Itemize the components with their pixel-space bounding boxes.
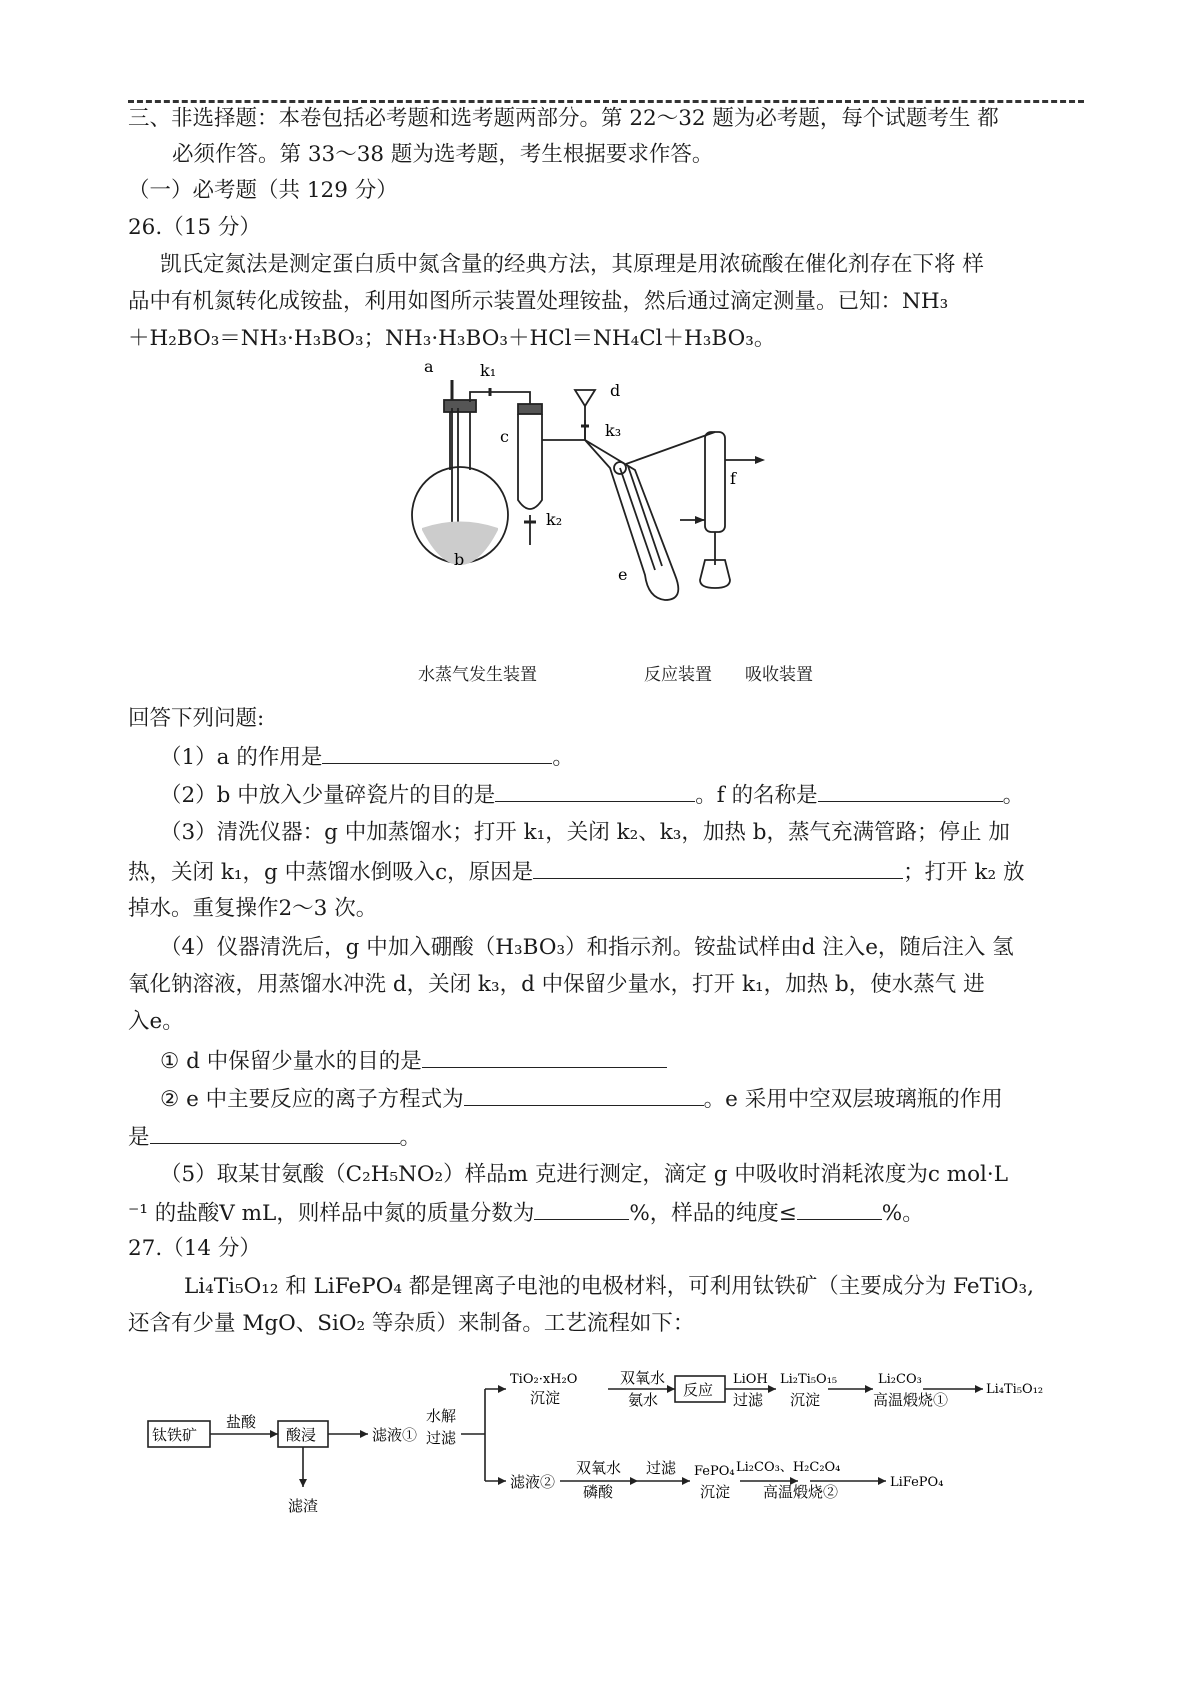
q26-part1 bbox=[160, 741, 574, 773]
flow-li2co3: Li₂CO₃ bbox=[878, 1372, 922, 1387]
q27-intro-line2: 还含有少量 MgO、SiO₂ 等杂质）来制备。工艺流程如下： bbox=[128, 1311, 695, 1336]
caption-steam-generator: 水蒸气发生装置 bbox=[418, 665, 537, 685]
kjeldahl-apparatus-figure bbox=[400, 360, 800, 660]
caption-absorption-device: 吸收装置 bbox=[745, 665, 813, 685]
answer-blank[interactable] bbox=[322, 741, 552, 764]
section-header-line1: 三、非选择题：本卷包括必考题和选考题两部分。第 22～32 题为必考题，每个试题考生 都 bbox=[128, 106, 999, 131]
flow-calcine1: 高温煅烧① bbox=[873, 1391, 949, 1409]
answer-blank[interactable] bbox=[818, 779, 1003, 802]
label-d: d bbox=[610, 381, 621, 400]
q27-number: 27.（14 分） bbox=[128, 1236, 261, 1261]
subsection-title: （一）必考题（共 129 分） bbox=[128, 178, 398, 203]
flow-hydrolysis: 水解 bbox=[426, 1407, 457, 1425]
answer-blank[interactable] bbox=[797, 1197, 882, 1220]
flow-fepo4-precip: 沉淀 bbox=[700, 1483, 731, 1501]
q26-part3-line3: 掉水。重复操作2～3 次。 bbox=[128, 896, 378, 921]
flow-li2ti5o15: Li₂Ti₅O₁₅ bbox=[780, 1372, 838, 1387]
flow-leach-box: 酸浸 bbox=[286, 1426, 317, 1444]
flow-tio2-precip: 沉淀 bbox=[530, 1389, 561, 1407]
process-flow-diagram bbox=[128, 1363, 1088, 1523]
q26-part4-sub2-mid: 。e 采用中空双层玻璃瓶的作用 bbox=[703, 1087, 1003, 1112]
flow-ammonia: 氨水 bbox=[628, 1391, 659, 1409]
answer-blank[interactable] bbox=[464, 1083, 704, 1106]
answer-prompt: 回答下列问题: bbox=[128, 706, 265, 731]
label-e: e bbox=[618, 565, 628, 584]
flow-ore: 钛铁矿 bbox=[152, 1426, 198, 1444]
label-k2: k₂ bbox=[546, 510, 563, 529]
q26-part3-line1: （3）清洗仪器：g 中加蒸馏水；打开 k₁，关闭 k₂、k₃，加热 b，蒸气充满管路；停止 加 bbox=[160, 820, 1010, 845]
q26-part4-sub2 bbox=[160, 1083, 1003, 1115]
flow-filter2: 过滤 bbox=[646, 1459, 677, 1477]
q26-part2-end: 。 bbox=[1002, 783, 1025, 808]
q26-part4-sub2-text: ② e 中主要反应的离子方程式为 bbox=[160, 1087, 464, 1112]
flow-fepo4: FePO₄ bbox=[694, 1464, 735, 1479]
q26-part5-line1: （5）取某甘氨酸（C₂H₅NO₂）样品m 克进行测定，滴定 g 中吸收时消耗浓度为c mol·L bbox=[160, 1162, 1009, 1187]
q26-intro-line2: 品中有机氮转化成铵盐，利用如图所示装置处理铵盐，然后通过滴定测量。已知：NH₃ bbox=[128, 289, 949, 314]
q26-intro-line1: 凯氏定氮法是测定蛋白质中氮含量的经典方法，其原理是用浓硫酸在催化剂存在下将 样 bbox=[160, 252, 984, 277]
flow-h2o2b: 双氧水 bbox=[576, 1459, 622, 1477]
label-f: f bbox=[730, 469, 736, 488]
answer-blank[interactable] bbox=[534, 1197, 629, 1220]
q26-part4-sub1 bbox=[160, 1045, 667, 1077]
q27-intro-line1: Li₄Ti₅O₁₂ 和 LiFePO₄ 都是锂离子电池的电极材料，可利用钛铁矿（主要成分为 FeTiO₃, bbox=[184, 1274, 1034, 1299]
q26-part4-sub2-cont bbox=[128, 1121, 421, 1153]
q26-intro-line3: ＋H₂BO₃＝NH₃·H₃BO₃；NH₃·H₃BO₃＋HCl＝NH₄Cl＋H₃BO₃。 bbox=[128, 326, 776, 351]
q26-part4-sub1-text: ① d 中保留少量水的目的是 bbox=[160, 1049, 422, 1074]
page-top-dashed-rule bbox=[128, 100, 1084, 103]
flow-tio2: TiO₂·xH₂O bbox=[510, 1372, 578, 1387]
answer-blank[interactable] bbox=[533, 856, 903, 879]
label-k3: k₃ bbox=[605, 421, 622, 440]
q26-part4-line2: 氧化钠溶液，用蒸馏水冲洗 d，关闭 k₃，d 中保留少量水，打开 k₁，加热 b，使水蒸气 进 bbox=[128, 972, 985, 997]
flow-lioh: LiOH bbox=[733, 1372, 768, 1387]
q26-part1-text: （1）a 的作用是 bbox=[160, 745, 323, 770]
flow-filtration: 过滤 bbox=[426, 1429, 457, 1447]
q26-part4-sub2-cont-text: 是 bbox=[128, 1125, 150, 1150]
q26-part2-text: （2）b 中放入少量碎瓷片的目的是 bbox=[160, 783, 496, 808]
q26-part3-end: ；打开 k₂ 放 bbox=[903, 860, 1025, 885]
flow-h2o2: 双氧水 bbox=[620, 1369, 666, 1387]
flow-filtrate2: 滤液② bbox=[510, 1473, 556, 1491]
flow-residue: 滤渣 bbox=[288, 1497, 319, 1515]
q26-number: 26.（15 分） bbox=[128, 215, 261, 240]
answer-blank[interactable] bbox=[150, 1121, 400, 1144]
q26-part4-line1: （4）仪器清洗后，g 中加入硼酸（H₃BO₃）和指示剂。铵盐试样由d 注入e，随后注入 氢 bbox=[160, 935, 1014, 960]
q26-part1-end: 。 bbox=[552, 745, 574, 770]
flow-calc2-reagents: Li₂CO₃、H₂C₂O₄ bbox=[736, 1460, 841, 1475]
q26-part4-sub2-end: 。 bbox=[399, 1125, 422, 1150]
caption-reaction-device: 反应装置 bbox=[644, 665, 712, 685]
answer-blank[interactable] bbox=[422, 1045, 667, 1068]
flow-phosphoric: 磷酸 bbox=[583, 1483, 614, 1501]
q26-part5-text: ⁻¹ 的盐酸V mL，则样品中氮的质量分数为 bbox=[128, 1201, 535, 1226]
flow-hcl: 盐酸 bbox=[226, 1413, 257, 1431]
q26-part3-line2 bbox=[128, 856, 1024, 888]
label-b: b bbox=[454, 550, 465, 569]
flow-reaction-box: 反应 bbox=[683, 1381, 714, 1399]
flow-calcine2: 高温煅烧② bbox=[763, 1483, 839, 1501]
q26-part5-line2 bbox=[128, 1197, 924, 1229]
q26-part4-line3: 入e。 bbox=[128, 1009, 184, 1034]
flow-li2ti5o15-precip: 沉淀 bbox=[790, 1391, 821, 1409]
label-a: a bbox=[424, 360, 434, 376]
section-header-line2: 必须作答。第 33～38 题为选考题，考生根据要求作答。 bbox=[172, 142, 714, 167]
flow-product1: Li₄Ti₅O₁₂ bbox=[986, 1382, 1044, 1397]
q26-part2 bbox=[160, 779, 1024, 811]
q26-part3-text: 热，关闭 k₁，g 中蒸馏水倒吸入c，原因是 bbox=[128, 860, 534, 885]
q26-part5-mid: %，样品的纯度≤ bbox=[629, 1201, 797, 1226]
answer-blank[interactable] bbox=[495, 779, 695, 802]
q26-part2-mid: 。f 的名称是 bbox=[695, 783, 818, 808]
flow-filtrate1: 滤液① bbox=[372, 1426, 418, 1444]
label-k1: k₁ bbox=[480, 361, 497, 380]
flow-lioh-filter: 过滤 bbox=[733, 1391, 764, 1409]
flow-product2: LiFePO₄ bbox=[890, 1475, 944, 1490]
q26-part5-end: %。 bbox=[881, 1201, 924, 1226]
label-c: c bbox=[500, 427, 509, 446]
